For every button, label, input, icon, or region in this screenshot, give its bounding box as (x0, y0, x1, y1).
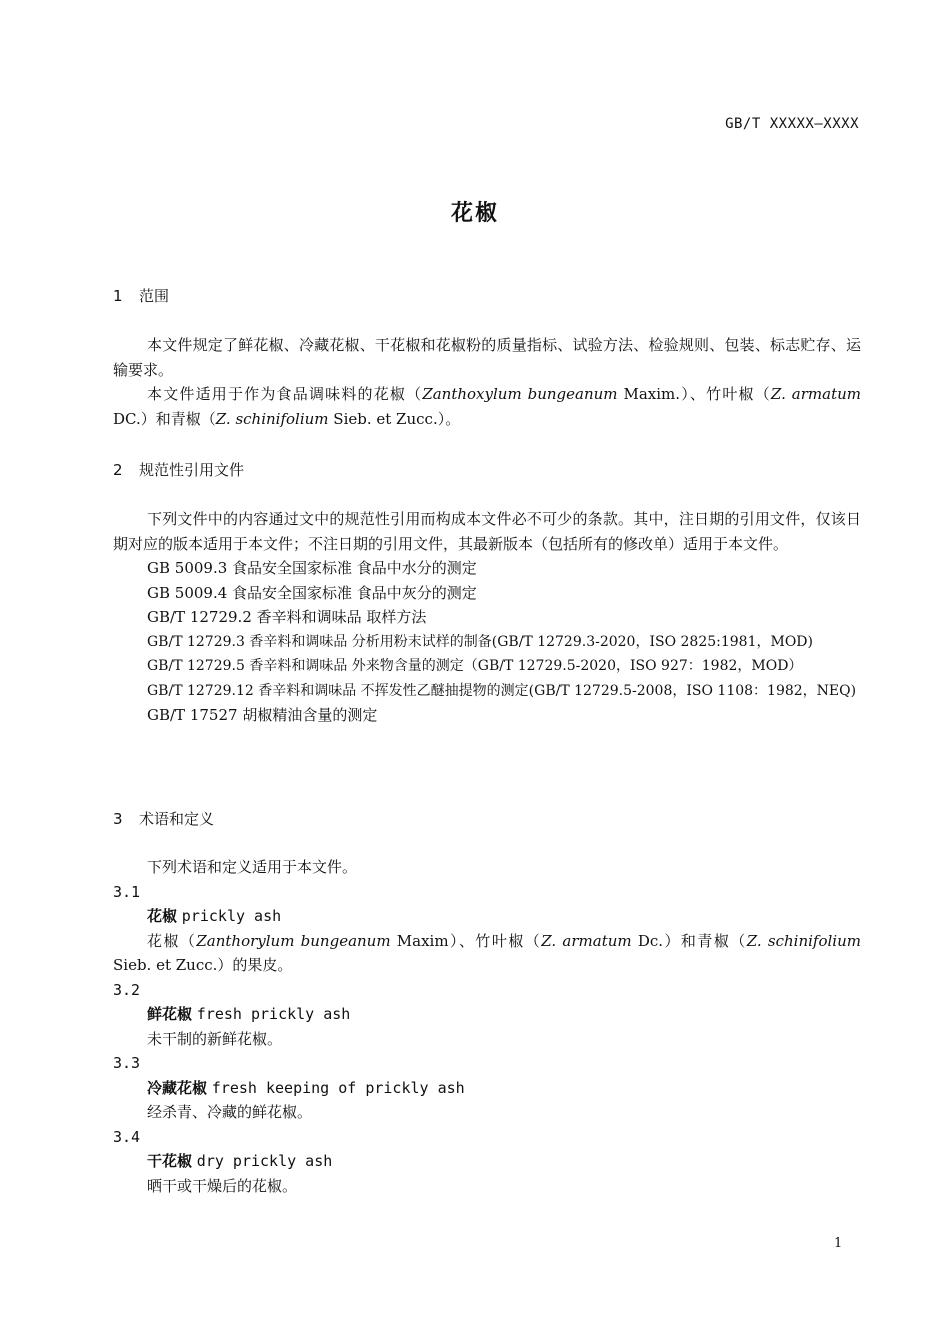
term-zh: 冷藏花椒 (147, 1078, 208, 1097)
reference-item: GB 5009.4 食品安全国家标准 食品中灰分的测定 (147, 583, 477, 602)
term-name (113, 904, 861, 929)
section-heading (113, 807, 861, 832)
text-run: 花椒（ (147, 931, 197, 950)
section-heading (113, 284, 861, 309)
term-definition: 未干制的新鲜花椒。 (147, 1029, 283, 1048)
term-definition: 晒干或干燥后的花椒。 (147, 1176, 298, 1195)
term-en: fresh keeping of prickly ash (211, 1078, 465, 1097)
paragraph: 本文件规定了鲜花椒、冷藏花椒、干花椒和花椒粉的质量指标、试验方法、检验规则、包装、标志贮存、运输要求。 (113, 336, 861, 379)
section-number: 2 (113, 461, 123, 479)
term-zh: 干花椒 (147, 1152, 193, 1170)
term-en: prickly ash (181, 907, 282, 925)
reference-item: GB/T 12729.5 香辛料和调味品 外来物含量的测定（GB/T 12729.5-2020，ISO 927：1982，MOD） (147, 658, 803, 674)
reference-item: GB/T 17527 胡椒精油含量的测定 (147, 706, 378, 724)
paragraph: 下列文件中的内容通过文中的规范性引用而构成本文件必不可少的条款。其中，注日期的引用文件，仅该日期对应的版本适用于本文件；不注日期的引用文件，其最新版本（包括所有的修改单）适用于本文件。 (113, 510, 861, 553)
scope-body (113, 333, 861, 431)
text-run: DC.）和青椒（ (113, 409, 216, 428)
paragraph: 下列术语和定义适用于本文件。 (147, 858, 358, 876)
term-number: 3.4 (113, 1127, 141, 1146)
term-number: 3.1 (113, 882, 141, 901)
text-run: Dc.）和青椒（ (631, 931, 747, 950)
text-run: Maxim）、竹叶椒（ (390, 931, 542, 950)
section-number: 1 (113, 287, 123, 305)
reference-item: GB 5009.3 食品安全国家标准 食品中水分的测定 (147, 559, 477, 577)
text-run: Maxim.）、竹叶椒（ (617, 385, 771, 403)
standard-number: GB/T XXXXX—XXXX (725, 116, 859, 132)
terms-body (113, 855, 861, 1198)
species-name: Z. armatum (770, 385, 861, 403)
section-title: 规范性引用文件 (139, 461, 245, 479)
reference-item: GB/T 12729.2 香辛料和调味品 取样方法 (147, 608, 427, 626)
term-number: 3.2 (113, 980, 141, 999)
species-name: Zanthorylum bungeanum (196, 931, 391, 950)
reference-item: GB/T 12729.12 香辛料和调味品 不挥发性乙醚抽提物的测定(GB/T 12729.5-2008，ISO 1108：1982，NEQ) (147, 682, 857, 699)
reference-item: GB/T 12729.3 香辛料和调味品 分析用粉末试样的制备(GB/T 12729.3-2020，ISO 2825:1981，MOD) (147, 633, 813, 650)
term-en: dry prickly ash (196, 1152, 333, 1170)
section-number: 3 (113, 810, 123, 828)
term-name (113, 1002, 861, 1027)
term-definition: 经杀青、冷藏的鲜花椒。 (147, 1103, 313, 1121)
section-scope (113, 284, 861, 309)
page-title: 花椒 (450, 201, 499, 226)
term-en: fresh prickly ash (196, 1005, 351, 1023)
section-normative-references (113, 458, 861, 483)
species-name: Z. schinifolium (746, 931, 861, 950)
references-body (113, 507, 861, 728)
text-run: Sieb. et Zucc.）。 (328, 409, 461, 428)
text-run: Sieb. et Zucc.）的果皮。 (113, 956, 293, 974)
term-definition (113, 929, 861, 978)
section-terms (113, 807, 861, 832)
section-heading (113, 458, 861, 483)
term-zh: 花椒 (147, 907, 178, 925)
species-name: Z. armatum (541, 931, 632, 950)
term-zh: 鲜花椒 (147, 1005, 193, 1023)
text-run: 本文件适用于作为食品调味料的花椒（ (147, 385, 423, 403)
species-name: Z. schinifolium (215, 409, 329, 428)
term-name (113, 1076, 861, 1101)
paragraph (113, 382, 861, 431)
section-title: 范围 (139, 287, 170, 305)
term-name (113, 1149, 861, 1174)
term-number: 3.3 (113, 1054, 141, 1072)
page-number: 1 (834, 1236, 843, 1251)
species-name: Zanthoxylum bungeanum (422, 385, 618, 403)
section-title: 术语和定义 (139, 810, 215, 828)
